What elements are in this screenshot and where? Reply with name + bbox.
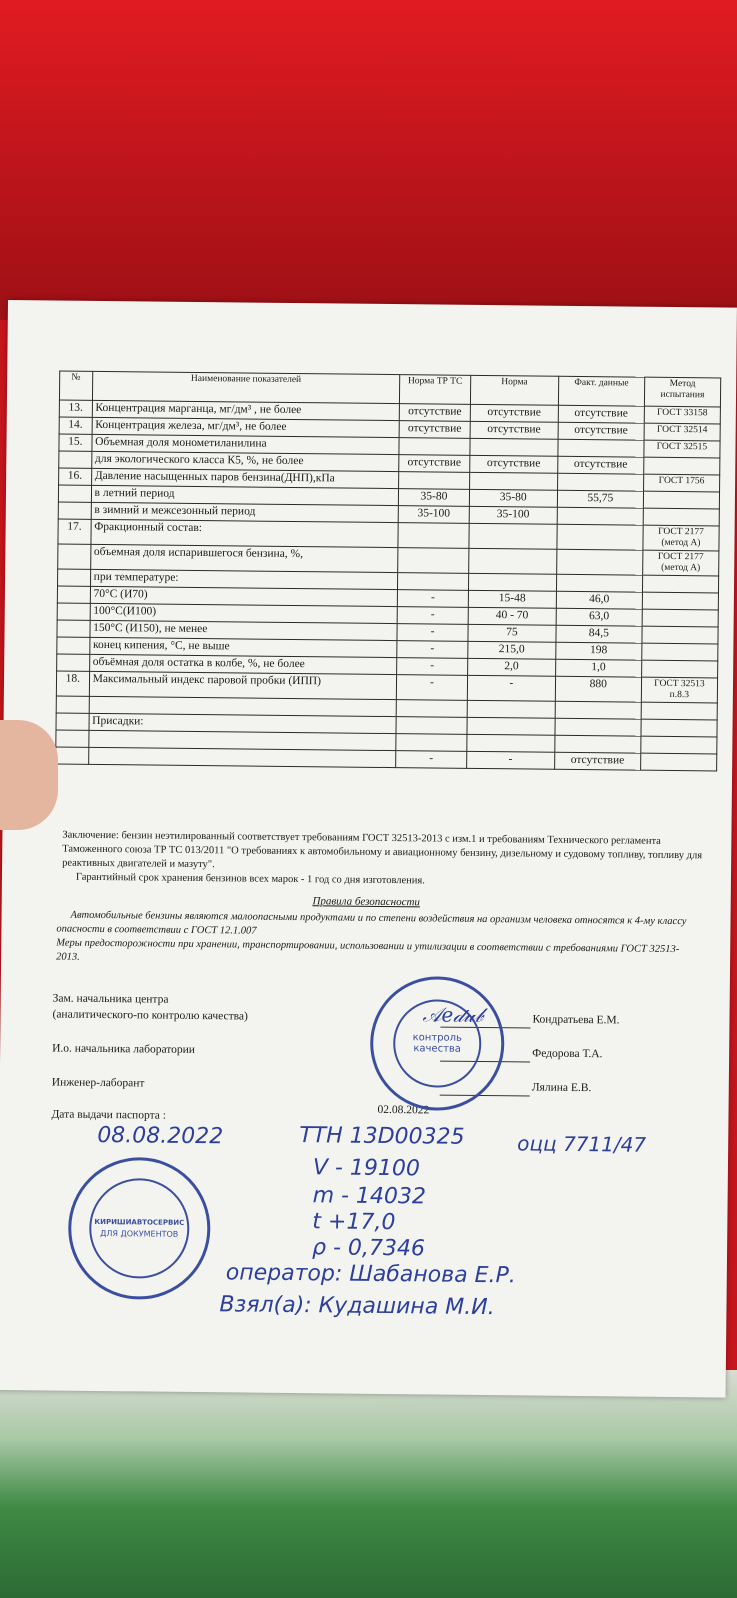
- cell-c4: [641, 660, 717, 678]
- canisters-background: [0, 1370, 737, 1598]
- cell-num: [59, 451, 92, 468]
- table-body: [56, 400, 721, 771]
- cell-c1: -: [397, 590, 468, 608]
- cell-c3: отсутствие: [554, 752, 640, 770]
- handwritten-ttn: ТТН 13D00325: [299, 1123, 465, 1150]
- handwritten-density: ρ - 0,7346: [311, 1235, 426, 1262]
- handwritten-operator: оператор: Шабанова Е.Р.: [225, 1260, 516, 1289]
- handwritten-received: Взял(а): Кудашина М.И.: [219, 1292, 495, 1321]
- cell-name: Концентрация железа, мг/дм³, не более: [92, 417, 400, 437]
- cell-c3: отсутствие: [558, 456, 644, 474]
- cell-c3: [555, 701, 641, 719]
- cell-num: [56, 730, 89, 747]
- cell-name: для экологического класса К5, %, не более: [91, 451, 399, 471]
- cell-c3: 63,0: [556, 608, 642, 626]
- cell-num: [57, 620, 90, 637]
- conclusion-block: [62, 829, 703, 892]
- cell-c3: 84,5: [556, 625, 642, 643]
- cell-c4: ГОСТ 33158: [644, 406, 720, 424]
- cell-c1: [396, 717, 467, 735]
- engineer-name: Лялина Е.В.: [531, 1081, 592, 1095]
- cell-c1: 35-80: [399, 489, 470, 507]
- cell-c1: [398, 573, 469, 591]
- cell-c3: [555, 735, 641, 753]
- cell-c2: -: [467, 675, 555, 701]
- cell-c3: [556, 574, 642, 592]
- cell-c4: [641, 702, 717, 720]
- cell-c2: 2,0: [467, 658, 555, 676]
- deputy-label-1: Зам. начальника центра: [52, 992, 169, 1006]
- cell-num: 15.: [59, 434, 92, 451]
- cell-num: [56, 713, 89, 730]
- cell-name: при температуре:: [90, 569, 398, 589]
- cell-c1: [398, 523, 469, 549]
- quality-passport-document: [0, 300, 737, 1398]
- cell-name: объемная доля испарившегося бензина, %,: [90, 544, 398, 572]
- cell-c4: ГОСТ 2177 (метод А): [643, 525, 719, 551]
- cell-num: [56, 747, 89, 764]
- cell-c1: -: [397, 675, 468, 701]
- cell-c2: [468, 573, 556, 591]
- cell-c4: ГОСТ 32513 п.8.3: [641, 677, 717, 703]
- cell-c1: -: [397, 624, 468, 642]
- cell-c3: [557, 507, 643, 525]
- cell-num: [58, 485, 91, 502]
- cell-c2: 40 - 70: [468, 607, 556, 625]
- documents-stamp-center: [89, 1178, 190, 1279]
- cell-c2: -: [466, 751, 554, 769]
- cell-c4: [644, 457, 720, 475]
- cell-name: Объемная доля монометиланилина: [92, 434, 400, 454]
- cell-c2: [467, 734, 555, 752]
- cell-c3: 1,0: [555, 659, 641, 677]
- handwritten-volume: V - 19100: [312, 1155, 421, 1182]
- cell-c1: [398, 548, 469, 574]
- safety-precautions: Меры предосторожности при хранении, транспортировании, использовании и утилизации в соответствии с требованиями ГОСТ 32513-2013.: [56, 937, 680, 963]
- stamp-text-top: контроль: [412, 1032, 462, 1044]
- cell-name: Давление насыщенных паров бензина(ДНП),кПа: [91, 468, 399, 488]
- cell-c3: отсутствие: [558, 422, 644, 440]
- engineer-label: Инженер-лаборант: [51, 1076, 145, 1090]
- deputy-label-2: (аналитического-по контролю качества): [52, 1008, 248, 1023]
- cell-c2: [469, 472, 557, 490]
- cell-c3: [558, 439, 644, 457]
- header-fact: Факт. данные: [558, 376, 644, 406]
- cell-c2: [467, 717, 555, 735]
- cell-c3: 198: [556, 642, 642, 660]
- cell-c1: отсутствие: [399, 421, 470, 439]
- cell-name: Фракционный состав:: [91, 519, 399, 547]
- cell-c1: -: [397, 658, 468, 676]
- handwritten-date: 08.08.2022: [97, 1122, 224, 1150]
- cell-c4: [641, 736, 717, 754]
- storage-guarantee: Гарантийный срок хранения бензинов всех марок - 1 год со дня изготовления.: [75, 871, 425, 887]
- stamp2-ring-text: КИРИШИАВТОСЕРВИС: [94, 1217, 185, 1227]
- printed-date: 02.08.2022: [377, 1103, 430, 1117]
- cell-num: 16.: [59, 468, 92, 485]
- cell-c2: отсутствие: [470, 421, 558, 439]
- cell-c3: [557, 524, 643, 550]
- signature-scribble: 𝒜ℯ𝒹𝓊𝒷: [422, 1002, 484, 1028]
- cell-c3: 880: [555, 676, 641, 702]
- quality-control-stamp: [370, 976, 505, 1111]
- cell-c3: 55,75: [557, 490, 643, 508]
- cell-name: Концентрация марганца, мг/дм³ , не более: [92, 400, 400, 420]
- cell-name: Присадки:: [89, 713, 397, 733]
- cell-c1: -: [397, 641, 468, 659]
- cell-c2: 15-48: [468, 590, 556, 608]
- safety-block: [56, 909, 697, 972]
- cell-c1: [399, 472, 470, 490]
- specification-table: [55, 371, 721, 772]
- handwritten-temperature: t +17,0: [312, 1209, 396, 1236]
- cell-c1: 35-100: [398, 506, 469, 524]
- cell-c1: -: [397, 607, 468, 625]
- cell-num: [58, 569, 91, 586]
- header-name: Наименование показателей: [92, 371, 400, 403]
- cell-num: 17.: [58, 519, 91, 544]
- cell-c2: [468, 548, 556, 574]
- cell-num: 18.: [56, 671, 89, 696]
- stamp-text-bottom: качества: [413, 1043, 462, 1055]
- cell-c4: ГОСТ 2177 (метод А): [643, 550, 719, 576]
- cell-c4: [642, 575, 718, 593]
- cell-c2: 35-100: [469, 506, 557, 524]
- cell-num: [56, 696, 89, 713]
- cell-c4: [642, 592, 718, 610]
- safety-hazard-class: Автомобильные бензины являются малоопасными продуктами и по степени воздействия на организм человека относятся к 4-му классу опасности в соответствии с ГОСТ 12.1.007: [56, 909, 687, 937]
- cell-name: 150°С (И150), не менее: [90, 620, 398, 640]
- cell-c1: отсутствие: [399, 404, 470, 422]
- cell-c4: ГОСТ 32514: [644, 423, 720, 441]
- header-norm: Норма: [470, 375, 558, 405]
- cell-c4: ГОСТ 1756: [643, 474, 719, 492]
- conclusion-text: Заключение: бензин неэтилированный соответствует требованиям ГОСТ 32513-2013 с изм.1 и требованиям Технического регламента Таможенного союза ТР ТС 013/2011 "О требованиях к автомобильному и авиационному бензину, дизельному и судовому топливу, топливу для реактивных двигателей и мазуту".: [62, 829, 703, 871]
- red-background: [0, 0, 737, 320]
- cell-name: Максимальный индекс паровой пробки (ИПП): [89, 671, 397, 699]
- cell-name: в летний период: [91, 485, 399, 505]
- header-method: Метод испытания: [644, 377, 720, 407]
- cell-c4: [642, 609, 718, 627]
- cell-c2: [467, 700, 555, 718]
- cell-c2: отсутствие: [470, 455, 558, 473]
- cell-c1: -: [396, 751, 467, 769]
- cell-c1: [396, 734, 467, 752]
- cell-name: объёмная доля остатка в колбе, %, не более: [89, 654, 397, 674]
- cell-num: [57, 637, 90, 654]
- cell-c4: [642, 643, 718, 661]
- cell-c2: 215,0: [468, 641, 556, 659]
- handwritten-mass: m - 14032: [312, 1183, 427, 1210]
- documents-stamp: [68, 1157, 211, 1300]
- cell-c1: [396, 700, 467, 718]
- header-num: №: [59, 371, 92, 400]
- cell-c4: [642, 626, 718, 644]
- cell-c4: [641, 719, 717, 737]
- cell-num: [58, 544, 91, 569]
- cell-c2: 35-80: [469, 489, 557, 507]
- stamp2-center-text: ДЛЯ ДОКУМЕНТОВ: [100, 1229, 179, 1239]
- cell-name: [88, 747, 396, 767]
- cell-c4: ГОСТ 32515: [644, 440, 720, 458]
- cell-c3: [555, 718, 641, 736]
- cell-num: [58, 502, 91, 519]
- deputy-name: Кондратьева Е.М.: [532, 1013, 620, 1027]
- cell-c4: [643, 508, 719, 526]
- cell-c2: 75: [468, 624, 556, 642]
- cell-num: [57, 603, 90, 620]
- cell-c1: [399, 438, 470, 456]
- issue-date-label: Дата выдачи паспорта :: [51, 1108, 166, 1122]
- cell-c1: отсутствие: [399, 455, 470, 473]
- cell-c3: 46,0: [556, 591, 642, 609]
- cell-num: [57, 586, 90, 603]
- cell-c4: [643, 491, 719, 509]
- cell-c2: [469, 523, 557, 549]
- cell-name: 100°С(И100): [90, 603, 398, 623]
- cell-c3: отсутствие: [558, 405, 644, 423]
- cell-c4: [640, 753, 716, 771]
- header-norm-tr: Норма ТР ТС: [400, 375, 471, 405]
- handwritten-order: оцц 7711/47: [517, 1131, 647, 1157]
- cell-name: 70°С (И70): [90, 586, 398, 606]
- cell-c2: [470, 438, 558, 456]
- safety-title: Правила безопасности: [312, 895, 421, 909]
- cell-c3: [557, 473, 643, 491]
- holding-hand: [0, 720, 58, 830]
- cell-num: 13.: [59, 400, 92, 417]
- cell-c3: [556, 549, 642, 575]
- cell-num: 14.: [59, 417, 92, 434]
- cell-name: в зимний и межсезонный период: [91, 502, 399, 522]
- cell-num: [57, 654, 90, 671]
- lab-head-name: Федорова Т.А.: [532, 1047, 603, 1061]
- cell-name: конец кипения, °С, не выше: [89, 637, 397, 657]
- lab-head-label: И.о. начальника лаборатории: [52, 1042, 196, 1056]
- cell-c2: отсутствие: [470, 404, 558, 422]
